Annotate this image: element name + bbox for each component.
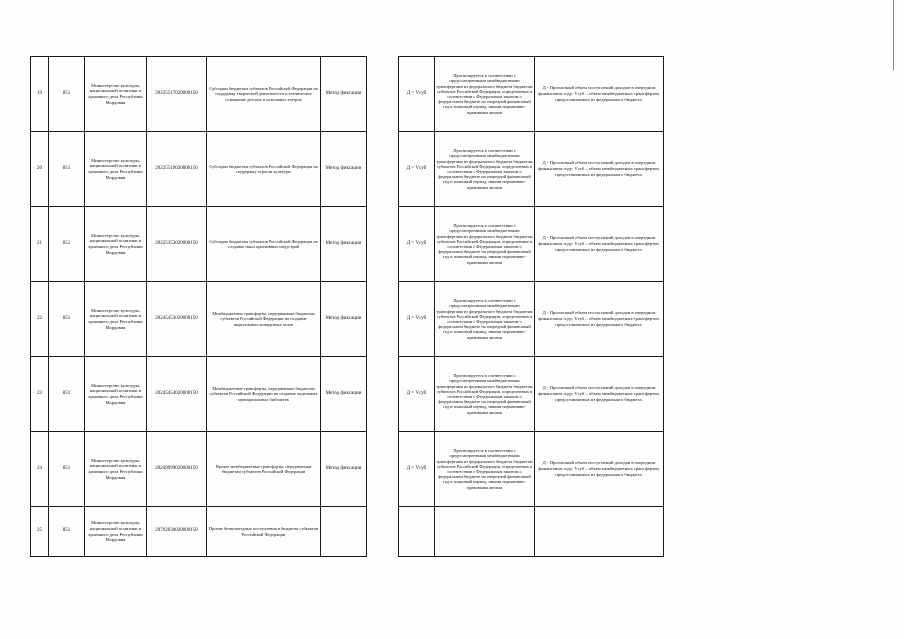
spacer-cell [367, 432, 399, 507]
calculation-method: Метод фиксации [321, 432, 367, 507]
admin-code: 851 [49, 357, 85, 432]
admin-code: 851 [49, 507, 85, 557]
spacer-cell [367, 57, 399, 132]
budget-classification-code: 20702030020000150 [147, 507, 207, 557]
organization-name: Министерство культуры, национальной политики и архивного дела Республики Мордовия [85, 207, 147, 282]
revenue-forecast-table [30, 56, 664, 557]
calculation-formula: Д = Vсуб [399, 132, 435, 207]
calculation-method [321, 507, 367, 557]
spacer-cell [367, 282, 399, 357]
indicator-description: Д - Прогнозный объем поступлений доходов в очередном финансовом году; Vсуб – объем межбюджетных трансфертов, предоставляемых из федерального бюджета. [535, 132, 664, 207]
organization-name: Министерство культуры, национальной политики и архивного дела Республики Мордовия [85, 432, 147, 507]
admin-code: 851 [49, 57, 85, 132]
organization-name: Министерство культуры, национальной политики и архивного дела Республики Мордовия [85, 357, 147, 432]
spacer-cell [367, 132, 399, 207]
calculation-formula: Д = Vсуб [399, 282, 435, 357]
spacer-cell [367, 357, 399, 432]
method-description: Прогнозируется в соответствии с предусмотренными межбюджетными трансфертами из федерального бюджета бюджетам субъектов Российской Федерации, определенных в соответствии с Федеральным законом о федеральном бюджете на очередной финансовый год и плановый период, иными нормативно-правовыми актами [435, 282, 535, 357]
method-description: Прогнозируется в соответствии с предусмотренными межбюджетными трансфертами из федерального бюджета бюджетам субъектов Российской Федерации, определенных в соответствии с Федеральным законом о федеральном бюджете на очередной финансовый год и плановый период, иными нормативно-правовыми актами [435, 207, 535, 282]
calculation-method: Метод фиксации [321, 282, 367, 357]
budget-classification-code: 20249999020000150 [147, 432, 207, 507]
method-description: Прогнозируется в соответствии с предусмотренными межбюджетными трансфертами из федерального бюджета бюджетам субъектов Российской Федерации, определенных в соответствии с Федеральным законом о федеральном бюджете на очередной финансовый год и плановый период, иными нормативно-правовыми актами [435, 432, 535, 507]
budget-classification-code: 20225519020000150 [147, 132, 207, 207]
table-row [31, 57, 664, 132]
row-number: 23 [31, 357, 49, 432]
admin-code: 851 [49, 207, 85, 282]
revenue-name: Прочие межбюджетные трансферты, передаваемые бюджетам субъектов Российской Федерации [207, 432, 321, 507]
budget-classification-code: 20245454020000150 [147, 357, 207, 432]
budget-classification-code: 20245453020000150 [147, 282, 207, 357]
organization-name: Министерство культуры, национальной политики и архивного дела Республики Мордовия [85, 507, 147, 557]
calculation-formula [399, 507, 435, 557]
revenue-name: Прочие безвозмездные поступления в бюджеты субъектов Российской Федерации [207, 507, 321, 557]
organization-name: Министерство культуры, национальной политики и архивного дела Республики Мордовия [85, 282, 147, 357]
table-row [31, 282, 664, 357]
row-number: 19 [31, 57, 49, 132]
calculation-formula: Д = Vсуб [399, 432, 435, 507]
calculation-method: Метод фиксации [321, 132, 367, 207]
organization-name: Министерство культуры, национальной политики и архивного дела Республики Мордовия [85, 57, 147, 132]
calculation-method: Метод фиксации [321, 207, 367, 282]
row-number: 21 [31, 207, 49, 282]
row-number: 24 [31, 432, 49, 507]
revenue-name: Субсидии бюджетам субъектов Российской Федерации на поддержку творческой деятельности и техническое оснащение детских и кукольных театров [207, 57, 321, 132]
revenue-name: Межбюджетные трансферты, передаваемые бюджетам субъектов Российской Федерации на создание модельных муниципальных библиотек [207, 357, 321, 432]
indicator-description: Д - Прогнозный объем поступлений доходов в очередном финансовом году; Vсуб – объем межбюджетных трансфертов, предоставляемых из федерального бюджета. [535, 432, 664, 507]
indicator-description [535, 507, 664, 557]
indicator-description: Д - Прогнозный объем поступлений доходов в очередном финансовом году; Vсуб – объем межбюджетных трансфертов, предоставляемых из федерального бюджета. [535, 57, 664, 132]
method-description [435, 507, 535, 557]
method-description: Прогнозируется в соответствии с предусмотренными межбюджетными трансфертами из федерального бюджета бюджетам субъектов Российской Федерации, определенных в соответствии с Федеральным законом о федеральном бюджете на очередной финансовый год и плановый период, иными нормативно-правовыми актами [435, 357, 535, 432]
indicator-description: Д - Прогнозный объем поступлений доходов в очередном финансовом году; Vсуб – объем межбюджетных трансфертов, предоставляемых из федерального бюджета. [535, 282, 664, 357]
calculation-formula: Д = Vсуб [399, 357, 435, 432]
table-row [31, 357, 664, 432]
indicator-description: Д - Прогнозный объем поступлений доходов в очередном финансовом году; Vсуб – объем межбюджетных трансфертов, предоставляемых из федерального бюджета. [535, 207, 664, 282]
calculation-method: Метод фиксации [321, 357, 367, 432]
row-number: 25 [31, 507, 49, 557]
organization-name: Министерство культуры, национальной политики и архивного дела Республики Мордовия [85, 132, 147, 207]
revenue-name: Субсидии бюджетам субъектов Российской Федерации на поддержку отрасли культуры [207, 132, 321, 207]
page-edge-line [893, 0, 894, 70]
revenue-name: Субсидии бюджетам субъектов Российской Федерации на создание школ креативных индустрий [207, 207, 321, 282]
revenue-name: Межбюджетные трансферты, передаваемые бюджетам субъектов Российской Федерации на создание виртуальных концертных залов [207, 282, 321, 357]
budget-classification-code: 20225353020000150 [147, 207, 207, 282]
method-description: Прогнозируется в соответствии с предусмотренными межбюджетными трансфертами из федерального бюджета бюджетам субъектов Российской Федерации, определенных в соответствии с Федеральным законом о федеральном бюджете на очередной финансовый год и плановый период, иными нормативно-правовыми актами [435, 132, 535, 207]
admin-code: 851 [49, 432, 85, 507]
table-row [31, 132, 664, 207]
row-number: 22 [31, 282, 49, 357]
calculation-formula: Д = Vсуб [399, 207, 435, 282]
spacer-cell [367, 507, 399, 557]
spacer-cell [367, 207, 399, 282]
budget-classification-code: 20225517020000150 [147, 57, 207, 132]
calculation-method: Метод фиксации [321, 57, 367, 132]
table-row [31, 207, 664, 282]
admin-code: 851 [49, 282, 85, 357]
table-row [31, 432, 664, 507]
admin-code: 851 [49, 132, 85, 207]
indicator-description: Д - Прогнозный объем поступлений доходов в очередном финансовом году; Vсуб – объем межбюджетных трансфертов, предоставляемых из федерального бюджета. [535, 357, 664, 432]
method-description: Прогнозируется в соответствии с предусмотренными межбюджетными трансфертами из федерального бюджета бюджетам субъектов Российской Федерации, определенных в соответствии с Федеральным законом о федеральном бюджете на очередной финансовый год и плановый период, иными нормативно-правовыми актами [435, 57, 535, 132]
table-row [31, 507, 664, 557]
row-number: 20 [31, 132, 49, 207]
calculation-formula: Д = Vсуб [399, 57, 435, 132]
